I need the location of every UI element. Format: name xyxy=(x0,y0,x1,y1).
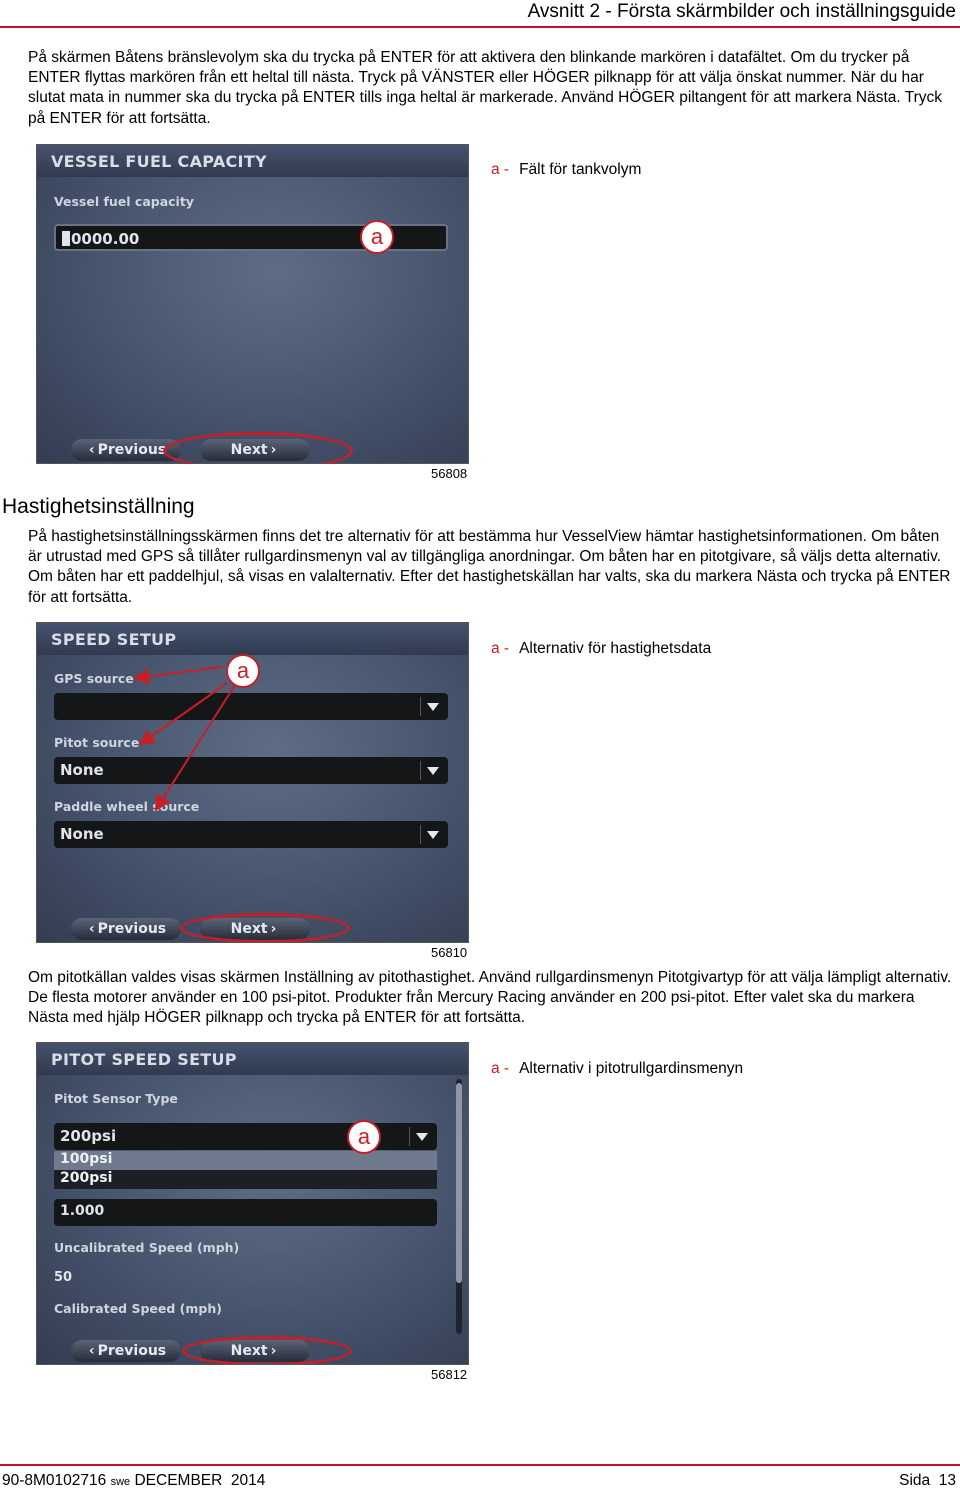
speed-setup-screen xyxy=(36,622,469,943)
header-rule xyxy=(0,26,960,28)
pitot-sensor-type-label: Pitot Sensor Type xyxy=(54,1091,178,1106)
speed-paragraph: På hastighetsinställningsskärmen finns det tre alternativ för att bestämma hur VesselView hämtar hastighetsinformationen. Om båten är utrustad med GPS så tillåter rullgardinsmenyn val av tillgängliga anordningar. Om båten har en pitotgivare, så väljs detta alternativ. Om båten har ett paddelhjul, så visas en valalternativ. Efter det hastighetskällan har valts, ska du markera Nästa och trycka på ENTER för att fortsätta. xyxy=(28,528,951,606)
previous-button[interactable]: ‹ Previous xyxy=(71,1340,181,1362)
paddle-wheel-source-value: None xyxy=(60,825,104,843)
gps-source-label: GPS source xyxy=(54,671,134,686)
calibrated-speed-label: Calibrated Speed (mph) xyxy=(54,1301,222,1316)
figure-number: 56808 xyxy=(431,466,468,481)
legend-fig3: a - Alternativ i pitotrullgardinsmenyn xyxy=(491,1060,744,1077)
scrollbar[interactable] xyxy=(456,1079,462,1334)
next-button[interactable]: Next › xyxy=(200,1340,310,1362)
screen-title: VESSEL FUEL CAPACITY xyxy=(37,145,468,177)
previous-button[interactable]: ‹ Previous xyxy=(71,439,181,461)
dropdown-option-selected[interactable]: 200psi xyxy=(54,1170,437,1189)
dropdown-option[interactable]: 100psi xyxy=(54,1151,437,1170)
pitot-sensor-value: 200psi xyxy=(60,1127,117,1145)
intro-paragraph: På skärmen Båtens bränslevolym ska du trycka på ENTER för att aktivera den blinkande markören i datafältet. Om du trycker på ENTER flyttas markören från ett heltal till nästa. Tryck på VÄNSTER eller HÖGER pilknapp för att välja önskat nummer. När du har slutat mata in nummer ska du trycka på ENTER tills inga heltal är markerade. Använd HÖGER piltangent för att markera Nästa. Tryck på ENTER för att fortsätta. xyxy=(28,49,943,127)
fuel-capacity-label: Vessel fuel capacity xyxy=(54,194,194,209)
pitot-source-label: Pitot source xyxy=(54,735,140,750)
doc-number: 90-8M0102716 xyxy=(2,1472,107,1489)
figure-number: 56812 xyxy=(431,1367,468,1382)
page-number: Sida 13 xyxy=(899,1472,956,1489)
footer-rule xyxy=(0,1464,960,1466)
next-highlight-ring xyxy=(163,432,353,464)
doc-date: DECEMBER 2014 xyxy=(134,1472,266,1489)
section-heading: Hastighetsinställning xyxy=(2,495,195,518)
screen-title: SPEED SETUP xyxy=(37,623,468,655)
footer-doc xyxy=(2,1472,265,1490)
next-highlight-ring xyxy=(182,1336,352,1365)
dropdown-arrow-icon xyxy=(416,1133,428,1141)
cursor-block xyxy=(62,231,70,246)
next-button[interactable]: Next › xyxy=(200,439,310,461)
pitot-source-value: None xyxy=(60,761,104,779)
vessel-fuel-capacity-screen xyxy=(36,144,469,464)
screen-title: PITOT SPEED SETUP xyxy=(37,1043,468,1075)
previous-button[interactable]: ‹ Previous xyxy=(71,918,181,940)
legend-fig2: a - Alternativ för hastighetsdata xyxy=(491,640,712,657)
legend-fig1: a - Fält för tankvolym xyxy=(491,161,642,178)
pitot-multiplier-field[interactable]: 1.000 xyxy=(54,1199,437,1226)
fuel-capacity-value: 0000.00 xyxy=(71,230,140,248)
scroll-thumb[interactable] xyxy=(456,1083,462,1283)
figure-number: 56810 xyxy=(431,945,468,960)
callout-a: a xyxy=(226,654,260,688)
callout-a: a xyxy=(360,220,394,254)
pitot-speed-setup-screen xyxy=(36,1042,469,1365)
language-code: swe xyxy=(110,1476,131,1488)
section-title: Avsnitt 2 - Första skärmbilder och inställningsguide xyxy=(527,1,956,22)
pitot-paragraph: Om pitotkällan valdes visas skärmen Inställning av pitothastighet. Använd rullgardinsmenyn Pitotgivartyp för att välja lämpligt alternativ. De flesta motorer använder en 100 psi-pitot. Produkter från Mercury Racing använder en 200 psi-pitot. Efter valet ska du markera Nästa med hjälp HÖGER pilknapp och trycka på ENTER för att fortsätta. xyxy=(28,969,952,1027)
uncalibrated-speed-value: 50 xyxy=(54,1270,73,1285)
uncalibrated-speed-label: Uncalibrated Speed (mph) xyxy=(54,1240,240,1255)
callout-a: a xyxy=(347,1120,381,1154)
paddle-wheel-source-label: Paddle wheel source xyxy=(54,799,200,814)
next-button[interactable]: Next › xyxy=(200,918,310,940)
